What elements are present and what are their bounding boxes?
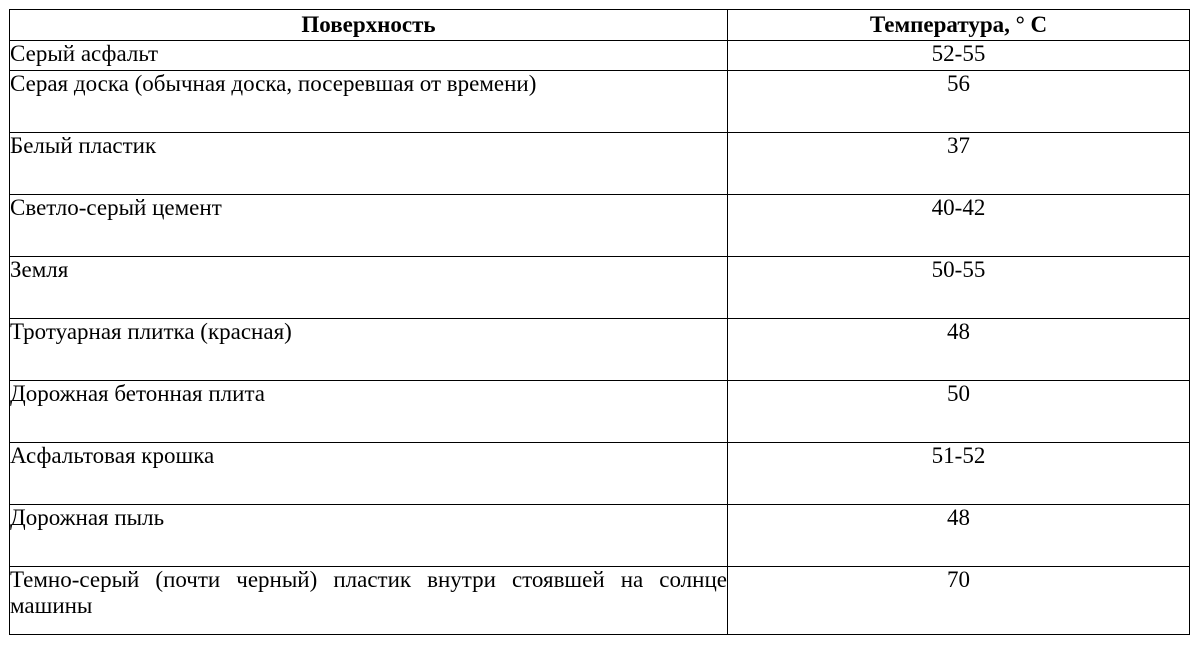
surface-cell: Тротуарная плитка (красная) <box>10 319 728 381</box>
table-row <box>10 71 1190 133</box>
temperature-cell: 50-55 <box>728 257 1190 319</box>
temperature-cell: 56 <box>728 71 1190 133</box>
table-row <box>10 41 1190 71</box>
temperature-cell: 51-52 <box>728 443 1190 505</box>
table-row <box>10 257 1190 319</box>
surface-cell: Дорожная пыль <box>10 505 728 567</box>
temperature-cell: 40-42 <box>728 195 1190 257</box>
table-row <box>10 195 1190 257</box>
surface-cell: Дорожная бетонная плита <box>10 381 728 443</box>
temperature-cell: 52-55 <box>728 41 1190 71</box>
header-row <box>10 10 1190 41</box>
temperature-cell: 48 <box>728 319 1190 381</box>
surface-cell: Асфальтовая крошка <box>10 443 728 505</box>
table-row <box>10 443 1190 505</box>
table-row <box>10 133 1190 195</box>
surface-cell: Белый пластик <box>10 133 728 195</box>
temperature-cell: 37 <box>728 133 1190 195</box>
temperature-cell: 50 <box>728 381 1190 443</box>
surface-cell: Серый асфальт <box>10 41 728 71</box>
table-row <box>10 505 1190 567</box>
surface-cell: Темно-серый (почти черный) пластик внутри стоявшей на солнце машины <box>10 567 728 635</box>
temperature-cell: 48 <box>728 505 1190 567</box>
temperature-cell: 70 <box>728 567 1190 635</box>
surface-cell: Серая доска (обычная доска, посеревшая от времени) <box>10 71 728 133</box>
header-temperature: Температура, ° С <box>728 10 1190 41</box>
table-row <box>10 567 1190 635</box>
table-row <box>10 319 1190 381</box>
header-surface: Поверхность <box>10 10 728 41</box>
surface-cell: Земля <box>10 257 728 319</box>
table-row <box>10 381 1190 443</box>
temperature-table <box>9 9 1190 635</box>
surface-cell: Светло-серый цемент <box>10 195 728 257</box>
